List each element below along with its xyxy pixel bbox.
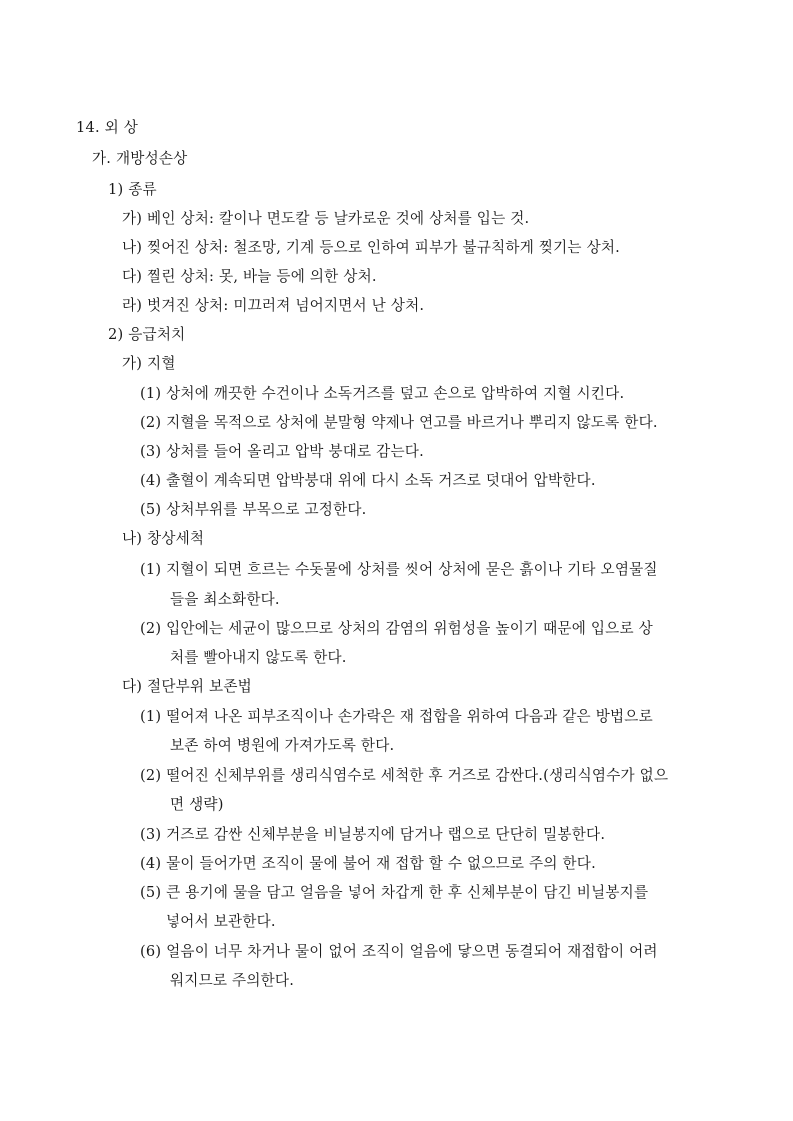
hemostasis-item: (4) 출혈이 계속되면 압박붕대 위에 다시 소독 거즈로 덧대어 압박한다.	[140, 472, 596, 489]
types-title: 1) 종류	[108, 181, 157, 198]
hemostasis-item: (2) 지혈을 목적으로 상처에 분말형 약제나 연고를 바르거나 뿌리지 않도록 한다.	[140, 414, 658, 431]
hemostasis-item: (1) 상처에 깨끗한 수건이나 소독거즈를 덮고 손으로 압박하여 지혈 시킨다.	[140, 385, 625, 402]
amputation-item: (2) 떨어진 신체부위를 생리식염수로 세척한 후 거즈로 감싼다.(생리식염수가 없으	[140, 767, 669, 784]
amputation-item: (1) 떨어져 나온 피부조직이나 손가락은 재 접합을 위하여 다음과 같은 방법으로	[140, 708, 653, 725]
wound-cleaning-item-continuation: 처를 빨아내지 않도록 한다.	[170, 649, 347, 666]
wound-cleaning-title: 나) 창상세척	[122, 530, 205, 547]
hemostasis-item: (3) 상처를 들어 올리고 압박 붕대로 감는다.	[140, 443, 424, 460]
amputation-item: (4) 물이 들어가면 조직이 물에 불어 재 접합 할 수 없으므로 주의 한다.	[140, 855, 596, 872]
amputation-item-continuation: 워지므로 주의한다.	[170, 972, 295, 989]
amputation-item: (6) 얼음이 너무 차거나 물이 없어 조직이 얼음에 닿으면 동결되어 재접합이 어려	[140, 943, 658, 960]
type-item-puncture: 다) 찔린 상처: 못, 바늘 등에 의한 상처.	[122, 268, 377, 285]
wound-cleaning-item: (2) 입안에는 세균이 많으므로 상처의 감염의 위험성을 높이기 때문에 입으로 상	[140, 620, 653, 637]
amputation-title: 다) 절단부위 보존법	[122, 678, 252, 695]
hemostasis-title: 가) 지혈	[122, 355, 176, 372]
type-item-cut: 가) 베인 상처: 칼이나 면도칼 등 날카로운 것에 상처를 입는 것.	[122, 210, 530, 227]
amputation-item-continuation: 보존 하여 병원에 가져가도록 한다.	[170, 737, 395, 754]
wound-cleaning-item: (1) 지혈이 되면 흐르는 수돗물에 상처를 씻어 상처에 묻은 흙이나 기타 오염물질	[140, 561, 658, 578]
amputation-item-continuation: 면 생략)	[170, 796, 224, 813]
amputation-item-continuation: 넣어서 보관한다.	[166, 913, 276, 930]
first-aid-title: 2) 응급처치	[108, 326, 186, 343]
hemostasis-item: (5) 상처부위를 부목으로 고정한다.	[140, 501, 367, 518]
wound-cleaning-item-continuation: 들을 최소화한다.	[170, 591, 280, 608]
type-item-abrasion: 라) 벗겨진 상처: 미끄러져 넘어지면서 난 상처.	[122, 297, 425, 314]
amputation-item: (5) 큰 용기에 물을 담고 얼음을 넣어 차갑게 한 후 신체부분이 담긴 비닐봉지를	[140, 884, 649, 901]
type-item-laceration: 나) 찢어진 상처: 철조망, 기계 등으로 인하여 피부가 불규칙하게 찢기는 상처.	[122, 239, 621, 256]
section-heading: 14. 외 상	[76, 119, 139, 136]
amputation-item: (3) 거즈로 감싼 신체부분을 비닐봉지에 담거나 랩으로 단단히 밀봉한다.	[140, 826, 606, 843]
subsection-title: 가. 개방성손상	[92, 150, 188, 167]
